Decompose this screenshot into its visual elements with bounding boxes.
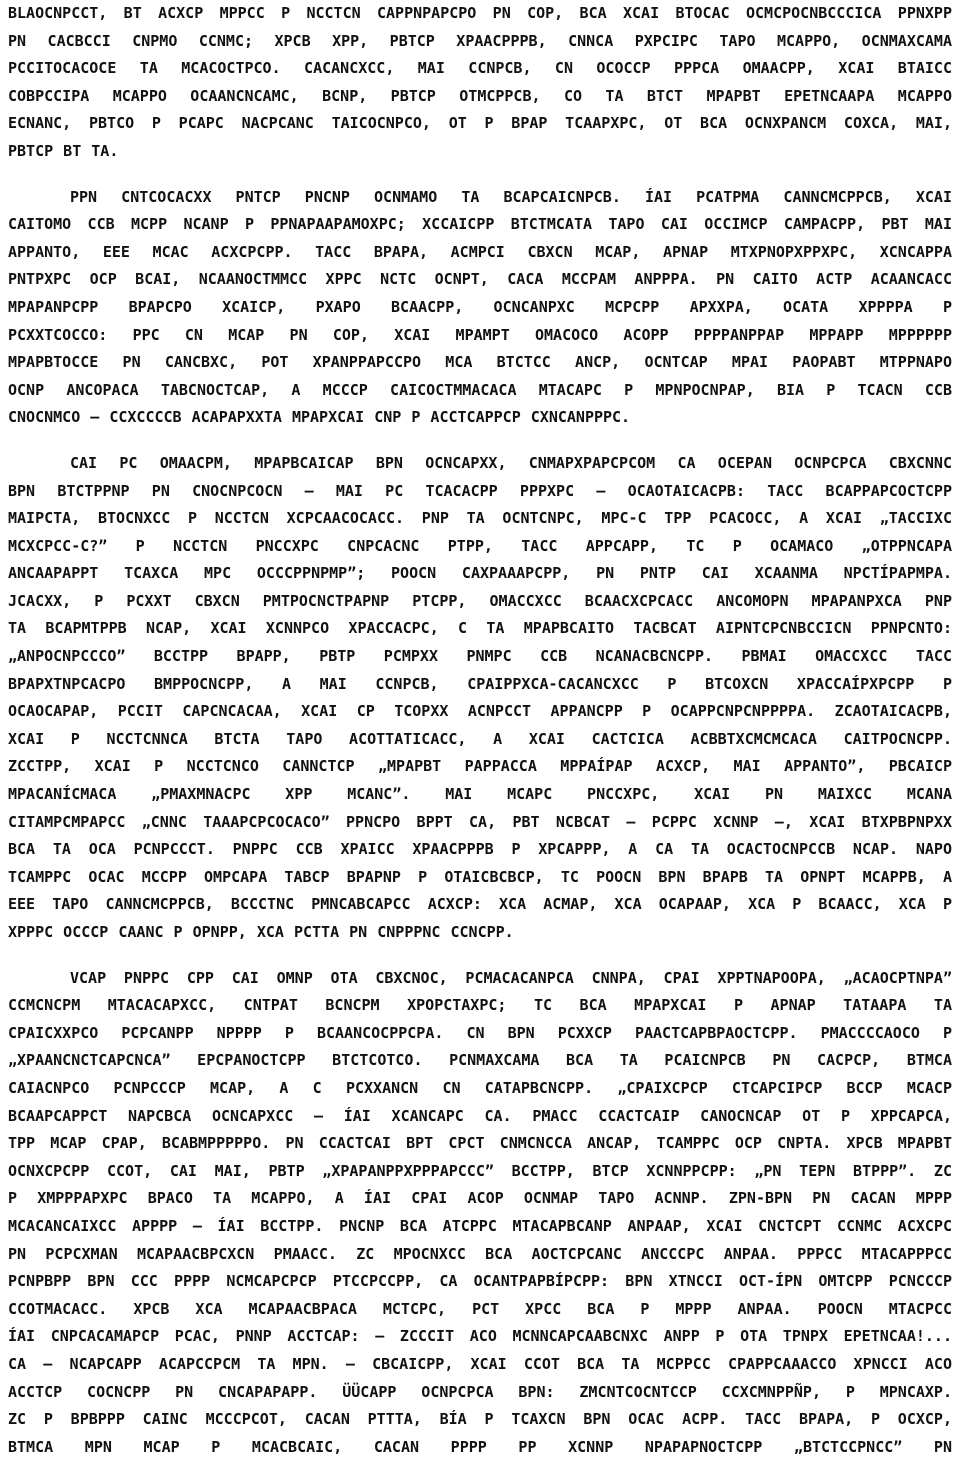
text-line: CA – NCAPCAPP ACAPCCPCM TA MPN. – CBCAICPP, XCAI CCOT BCA TA MCPPCC CPAPPCAAACCO XPNCCI ACO — [8, 1354, 952, 1373]
text-line: BCAAPCAPPCT NAPCBCA OCNCAPXCC – ÍAI XCANCAPC CA. PMACC CCACTCAIP CANOCNCAP OT P XPPCAPCA, — [8, 1106, 952, 1125]
paragraph-1 — [8, 0, 952, 166]
text-line: OCNP ANCOPACA TABCNOCTCAP, A MCCCP CAICOCTMMACACA MTACAPC P MPNPOCNPAP, BIA P TCACN CCB — [8, 380, 952, 399]
text-line: „ANPOCNPCCCO” BCCTPP BPAPP, PBTP PCMPXX PNMPC CCB NCANACBCNCPP. PBMAI OMACCXCC TACC — [8, 647, 952, 666]
text-line: OCNXCPCPP CCOT, CAI MAI, PBTP „XPAPANPPXPPPAPCCC” BCCTPP, BTCP XCNNPPCPP: „PN TEPN BTPPP”. ZC — [8, 1161, 952, 1180]
text-line: ZCCTPP, XCAI P NCCTCNCO CANNCTCP „MPAPBT PAPPACCA MPPAÍPAP ACXCP, MAI APPANTO”, PBCAICP — [8, 757, 952, 776]
paragraph-4 — [8, 965, 952, 1462]
text-line: BPAPXTNPCACPO BMPPOCNCPP, A MAI CCNPCB, CPAIPPXCA-CACANCXCC P BTCOXCN XPACCAÍPXPCPP P — [8, 674, 952, 693]
text-line: COBPCCIPA MCAPPO OCAANCNCAMC, BCNP, PBTCP OTMCPPCB, CO TA BTCT MPAPBT EPETNCAAPA MCAPPO — [8, 86, 952, 105]
text-line: ECNANC, PBTCO P PCAPC NACPCANC TAICOCNPCO, OT P BPAP TCAAPXPC, OT BCA OCNXPANCM COXCA, MAI, — [8, 114, 952, 133]
text-line: CNOCNMCO – CCXCCCCB ACAPAPXXTA MPAPXCAI CNP P ACCTCAPPCP CXNCANPPPC. — [8, 408, 631, 427]
text-line: PBTCP BT TA. — [8, 141, 119, 160]
text-line: PN CACBCCI CNPMO CCNMC; XPCB XPP, PBTCP XPAACPPPB, CNNCA PXPCIPC TAPO MCAPPO, OCNMAXCAMA — [8, 31, 952, 50]
text-line: MAIPCTA, BTOCNXCC P NCCTCN XCPCAACOCACC. PNP TA OCNTCNPC, MPC-C TPP PCACOCC, A XCAI „TACCIXC — [8, 509, 952, 528]
text-line: PCXXTCOCCO: PPC CN MCAP PN COP, XCAI MPAMPT OMACOCO ACOPP PPPPANPPAP MPPAPP MPPPPPP — [8, 325, 952, 344]
paragraph-2 — [8, 184, 952, 432]
text-line: MPAPBTOCCE PN CANCBXC, POT XPANPPAPCCPO MCA BTCTCC ANCP, OCNTCAP MPAI PAOPABT MTPPNAPO — [8, 353, 952, 372]
text-line: CAIACNPCO PCNPCCCP MCAP, A C PCXXANCN CN CATAPBCNCPP. „CPAIXCPCP CTCAPCIPCP BCCP MCACP — [8, 1078, 952, 1097]
text-line: ÍAI CNPCACAMAPCP PCAC, PNNP ACCTCAP: – ZCCCIT ACO MCNNCAPCAABCNXC ANPP P OTA TPNPX EPETNCAA!... — [8, 1327, 952, 1346]
text-line: BCA TA OCA PCNPCCCT. PNPPC CCB XPAICC XPAACPPPB P XPCAPPP, A CA TA OCACTOCNPCCB NCAP. NAPO — [8, 840, 952, 859]
text-line: PN PCPCXMAN MCAPAACBPCXCN PMAACC. ZC MPOCNXCC BCA AOCTCPCANC ANCCCPC ANPAA. PPPCC MTACAPPPCC — [8, 1244, 952, 1263]
text-line: PCCITOCACOCE TA MCACOCTPCO. CACANCXCC, MAI CCNPCB, CN OCOCCP PPPCA OMAACPP, XCAI BTAICC — [8, 59, 952, 78]
text-line: PNTPXPC OCP BCAI, NCAANOCTMMCC XPPC NCTC OCNPT, CACA MCCPAM ANPPPA. PN CAITO ACTP ACAANCACC — [8, 270, 952, 289]
text-line: CPAICXXPCO PCPCANPP NPPPP P BCAANCOCPPCPA. CN BPN PCXXCP PAACTCAPBPAOCTCPP. PMACCCCAOCO P — [8, 1023, 952, 1042]
text-line: CCMCNCPM MTACACAPXCC, CNTPAT BCNCPM XPOPCTAXPC; TC BCA MPAPXCAI P APNAP TATAAPA TA — [8, 996, 952, 1015]
text-line: PPN CNTCOCACXX PNTCP PNCNP OCNMAMO TA BCAPCAICNPCB. ÍAI PCATPMA CANNCMCPPCB, XCAI — [70, 187, 952, 206]
text-line: TPP MCAP CPAP, BCABMPPPPPO. PN CCACTCAI BPT CPCT CNMCNCCA ANCAP, TCAMPPC OCP CNPTA. XPCB MPAPBT — [8, 1134, 952, 1153]
text-line: BPN BTCTPPNP PN CNOCNPCOCN – MAI PC TCACACPP PPPXPC – OCAOTAICACPB: TACC BCAPPAPCOCTCPP — [8, 481, 952, 500]
text-line: CAI PC OMAACPM, MPAPBCAICAP BPN OCNCAPXX, CNMAPXPAPCPCOM CA OCEPAN OCNPCPCA CBXCNNC — [70, 453, 952, 472]
text-line: MPACANÍCMACA „PMAXMNACPC XPP MCANC”. MAI MCAPC PNCCXPC, XCAI PN MAIXCC MCANA — [8, 785, 952, 804]
text-line: TCAMPPC OCAC MCCPP OMPCAPA TABCP BPAPNP P OTAICBCBCP, TC POOCN BPN BPAPB TA OPNPT MCAPPB, A — [8, 867, 952, 886]
text-line: OCAOCAPAP, PCCIT CAPCNCACAA, XCAI CP TCOPXX ACNPCCT APPANCPP P OCAPPCNPCNPPPPA. ZCAOTAICACPB, — [8, 702, 952, 721]
text-line: CAITOMO CCB MCPP NCANP P PPNAPAAPAMOXPC; XCCAICPP BTCTMCATA TAPO CAI OCCIMCP CAMPACPP, PBT MAI — [8, 215, 952, 234]
text-line: MCACANCAIXCC APPPP – ÍAI BCCTPP. PNCNP BCA ATCPPC MTACAPBCANP ANPAAP, XCAI CNCTCPT CCNMC ACXCPC — [8, 1216, 952, 1235]
text-line: EEE TAPO CANNCMCPPCB, BCCCTNC PMNCABCAPCC ACXCP: XCA ACMAP, XCA OCAPAAP, XCA P BCAACC, XCA P — [8, 895, 952, 914]
text-line: XCAI P NCCTCNNCA BTCTA TAPO ACOTTATICACC, A XCAI CACTCICA ACBBTXCMCMCACA CAITPOCNCPP. — [8, 729, 952, 748]
text-line: JCACXX, P PCXXT CBXCN PMTPOCNCTPAPNP PTCPP, OMACCXCC BCAACXCPCACC ANCOMOPN MPAPANPXCA PNP — [8, 591, 952, 610]
text-line: BLAOCNPCCT, BT ACXCP MPPCC P NCCTCN CAPPNPAPCPO PN COP, BCA XCAI BTOCAC OCMCPOCNBCCCICA PPNXPP — [8, 4, 952, 22]
text-line: APPANTO, EEE MCAC ACXCPCPP. TACC BPAPA, ACMPCI CBXCN MCAP, APNAP MTXPNOPXPPXPC, XCNCAPPA — [8, 242, 952, 261]
text-line: ZC P BPBPPP CAINC MCCCPCOT, CACAN PTTTA, BÍA P TCAXCN BPN OCAC ACPP. TACC BPAPA, P OCXCP, — [8, 1410, 952, 1429]
text-line: CCOTMACACC. XPCB XCA MCAPAACBPACA MCTCPC, PCT XPCC BCA P MPPP ANPAA. POOCN MTACPCC — [8, 1299, 952, 1318]
text-line: VCAP PNPPC CPP CAI OMNP OTA CBXCNOC, PCMACACANPCA CNNPA, CPAI XPPTNAPOOPA, „ACAOCPTNPA” — [70, 968, 952, 987]
text-line: „XPAANCNCTCAPCNCA” EPCPANOCTCPP BTCTCOTCO. PCNMAXCAMA BCA TA PCAICNPCB PN CACPCP, BTMCA — [8, 1051, 952, 1070]
text-line: PCNPBPP BPN CCC PPPP NCMCAPCPCP PTCCPCCPP, CA OCANTPAPBÍPCPP: BPN XTNCCI OCT-ÍPN OMTCPP PCNCCCP — [8, 1272, 952, 1291]
text-line: XPPPC OCCCP CAANC P OPNPP, XCA PCTTA PN CNPPPNC CCNCPP. — [8, 923, 514, 941]
text-line: BTMCA MPN MCAP P MCACBCAIC, CACAN PPPP PP XCNNP NPAPAPNOCTCPP „BTCTCCPNCC” PN — [8, 1437, 952, 1456]
paragraph-3 — [8, 450, 952, 947]
text-line: ACCTCP COCNCPP PN CNCAPAPAPP. ÜÜCAPP OCNPCPCA BPN: ZMCNTCOCNTCCP CCXCMNPPÑP, P MPNCAXP. — [8, 1382, 952, 1401]
text-line: MCXCPCC-C?” P NCCTCN PNCCXPC CNPCACNC PTPP, TACC APPCAPP, TC P OCAMACO „OTPPNCAPA — [8, 536, 952, 555]
text-line: TA BCAPMTPPB NCAP, XCAI XCNNPCO XPACCACPC, C TA MPAPBCAITO TACBCAT AIPNTCPCNBCCICN PPNPCNTO: — [8, 619, 952, 638]
text-line: MPAPANPCPP BPAPCPO XCAICP, PXAPO BCAACPP, OCNCANPXC MCPCPP APXXPA, OCATA XPPPPA P — [8, 297, 952, 316]
text-line: CITAMPCMPAPCC „CNNC TAAAPCPCOCACO” PPNCPO BPPT CA, PBT NCBCAT – PCPPC XCNNP –, XCAI BTXPBPNPXX — [8, 812, 952, 831]
text-line: P XMPPPAPXPC BPACO TA MCAPPO, A ÍAI CPAI ACOP OCNMAP TAPO ACNNP. ZPN-BPN PN CACAN MPPP — [8, 1189, 952, 1208]
text-line: ANCAAPAPPT TCAXCA MPC OCCCPPNPMP”; POOCN CAXPAAAPCPP, PN PNTP CAI XCAANMA NPCTÍPAPMPA. — [8, 564, 952, 583]
